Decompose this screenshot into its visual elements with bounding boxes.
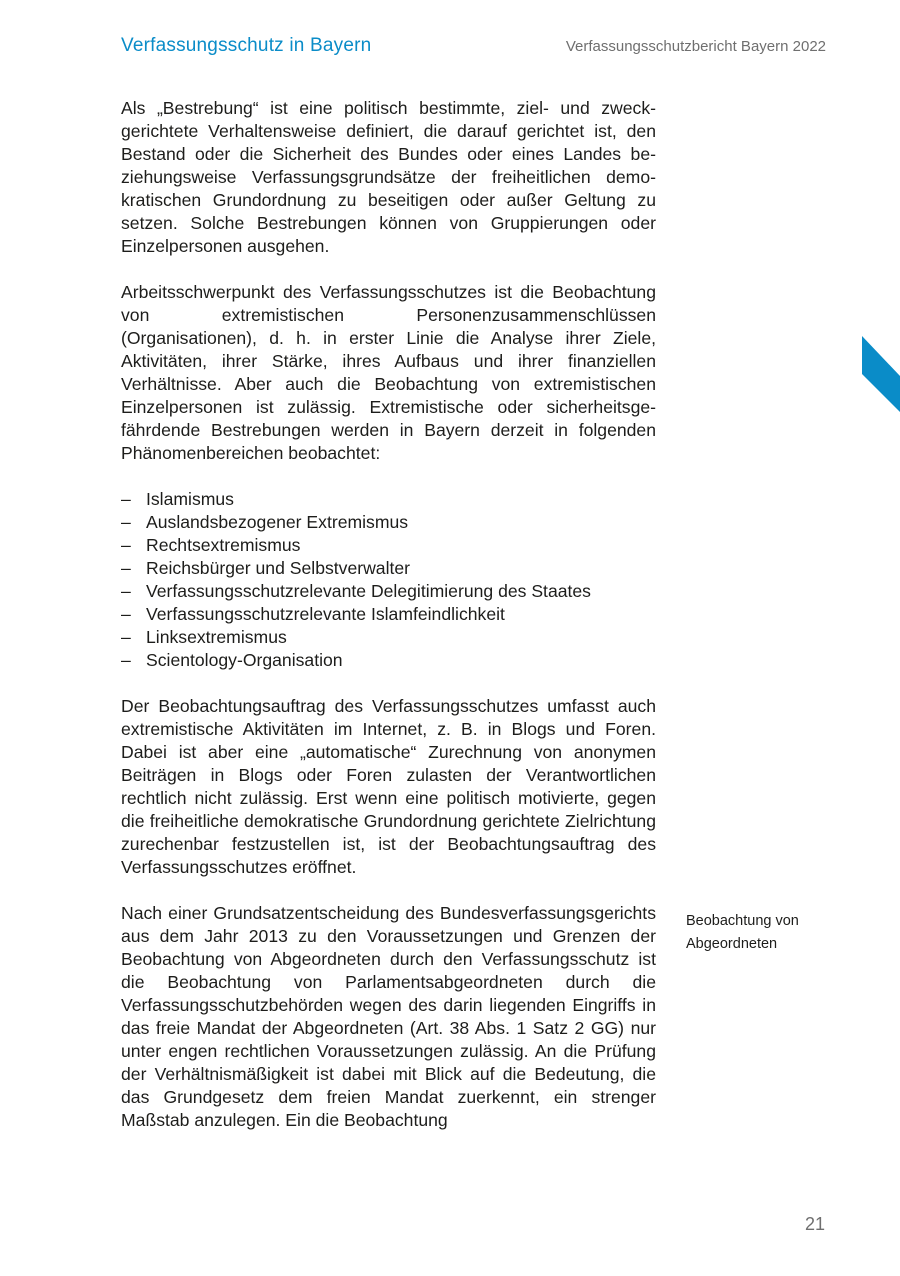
margin-note: [686, 910, 836, 956]
dash-bullet: –: [121, 512, 131, 532]
dash-bullet: –: [121, 535, 131, 555]
dash-bullet: –: [121, 558, 131, 578]
list-item-label: Islamismus: [146, 489, 234, 509]
list-item-label: Scientology-Organisation: [146, 650, 343, 670]
section-title: Verfassungsschutz in Bayern: [121, 35, 372, 56]
list-item: [121, 511, 656, 534]
paragraph-bestrebung: Als „Bestrebung“ ist eine politisch bestimmte, ziel- und zweckgerichtete Verhaltensweise definiert, die darauf gerichtet ist, den Bestand oder die Sicherheit des Bundes oder eines Landes beziehungsweise Verfassungsgrundsätze der freiheitlichen demokratischen Grundordnung zu beseitigen oder außer Geltung zu setzen. Solche Bestrebungen können von Gruppierungen oder Einzelpersonen ausgehen.: [121, 98, 656, 256]
margin-note-line: Abgeordneten: [686, 936, 778, 952]
list-item: [121, 626, 656, 649]
list-item: [121, 580, 656, 603]
phenomena-list: [121, 488, 656, 672]
list-item: [121, 557, 656, 580]
margin-note-line: Beobachtung von: [686, 913, 799, 929]
paragraph-beobachtungsauftrag: Der Beobachtungsauftrag des Verfassungsschutzes umfasst auch extremistische Aktivitäten im Internet, z. B. in Blogs und Foren. Dabei ist aber eine „automatische“ Zurechnung von anonymen Beiträgen in Blogs oder Foren zulasten der Verantwortlichen rechtlich nicht zulässig. Erst wenn eine politisch motivierte, gegen die freiheitliche demokratische Grundordnung gerichtete Zielrichtung zurechenbar festzustellen ist, ist der Beobachtungsauftrag des Verfassungsschutzes eröffnet.: [121, 696, 656, 877]
report-title: Verfassungsschutzbericht Bayern 2022: [565, 38, 826, 55]
list-item: [121, 488, 656, 511]
dash-bullet: –: [121, 650, 131, 670]
list-item-label: Linksextremismus: [146, 627, 287, 647]
list-item: [121, 603, 656, 626]
list-item-label: Reichsbürger und Selbstverwalter: [146, 558, 411, 578]
chapter-tab-shape: [862, 336, 900, 412]
paragraph-abgeordnete: Nach einer Grundsatzentscheidung des Bundesverfassungsgerichts aus dem Jahr 2013 zu den Voraussetzungen und Grenzen der Beobachtung von Abgeordneten durch den Verfassungsschutz ist die Beobachtung von Parlamentsabgeordneten durch die Verfassungsschutzbehörden wegen des darin liegenden Eingriffs in das freie Mandat der Abgeordneten (Art. 38 Abs. 1 Satz 2 GG) nur unter engen rechtlichen Voraussetzungen zulässig. An die Prüfung der Verhältnismäßigkeit ist dabei mit Blick auf die Bedeutung, die das Grundgesetz dem freien Mandat zuerkennt, ein strenger Maßstab anzulegen. Ein die Beobachtung: [121, 903, 656, 1130]
list-item-label: Auslandsbezogener Extremismus: [146, 512, 409, 532]
dash-bullet: –: [121, 604, 131, 624]
dash-bullet: –: [121, 627, 131, 647]
list-item: [121, 649, 656, 672]
list-item: [121, 534, 656, 557]
page-number: 21: [804, 1214, 825, 1234]
list-item-label: Verfassungsschutzrelevante Delegitimierung des Staates: [146, 581, 591, 601]
paragraph-arbeitsschwerpunkt: Arbeitsschwerpunkt des Verfassungsschutzes ist die Beobachtung von extremistischen Personenzusammenschlüssen (Organisationen), d. h. in erster Linie die Analyse ihrer Ziele, Aktivitäten, ihrer Stärke, ihres Aufbaus und ihrer finanziellen Verhältnisse. Aber auch die Beobachtung von extremistischen Einzelpersonen ist zulässig. Extremistische oder sicherheitsgefährdende Bestrebungen werden in Bayern derzeit in folgenden Phänomenbereichen beobachtet:: [121, 282, 656, 463]
list-item-label: Rechtsextremismus: [146, 535, 301, 555]
chapter-tab-marker: [862, 336, 900, 412]
list-item-label: Verfassungsschutzrelevante Islamfeindlichkeit: [146, 604, 505, 624]
dash-bullet: –: [121, 581, 131, 601]
body-text: [121, 97, 656, 1155]
dash-bullet: –: [121, 489, 131, 509]
